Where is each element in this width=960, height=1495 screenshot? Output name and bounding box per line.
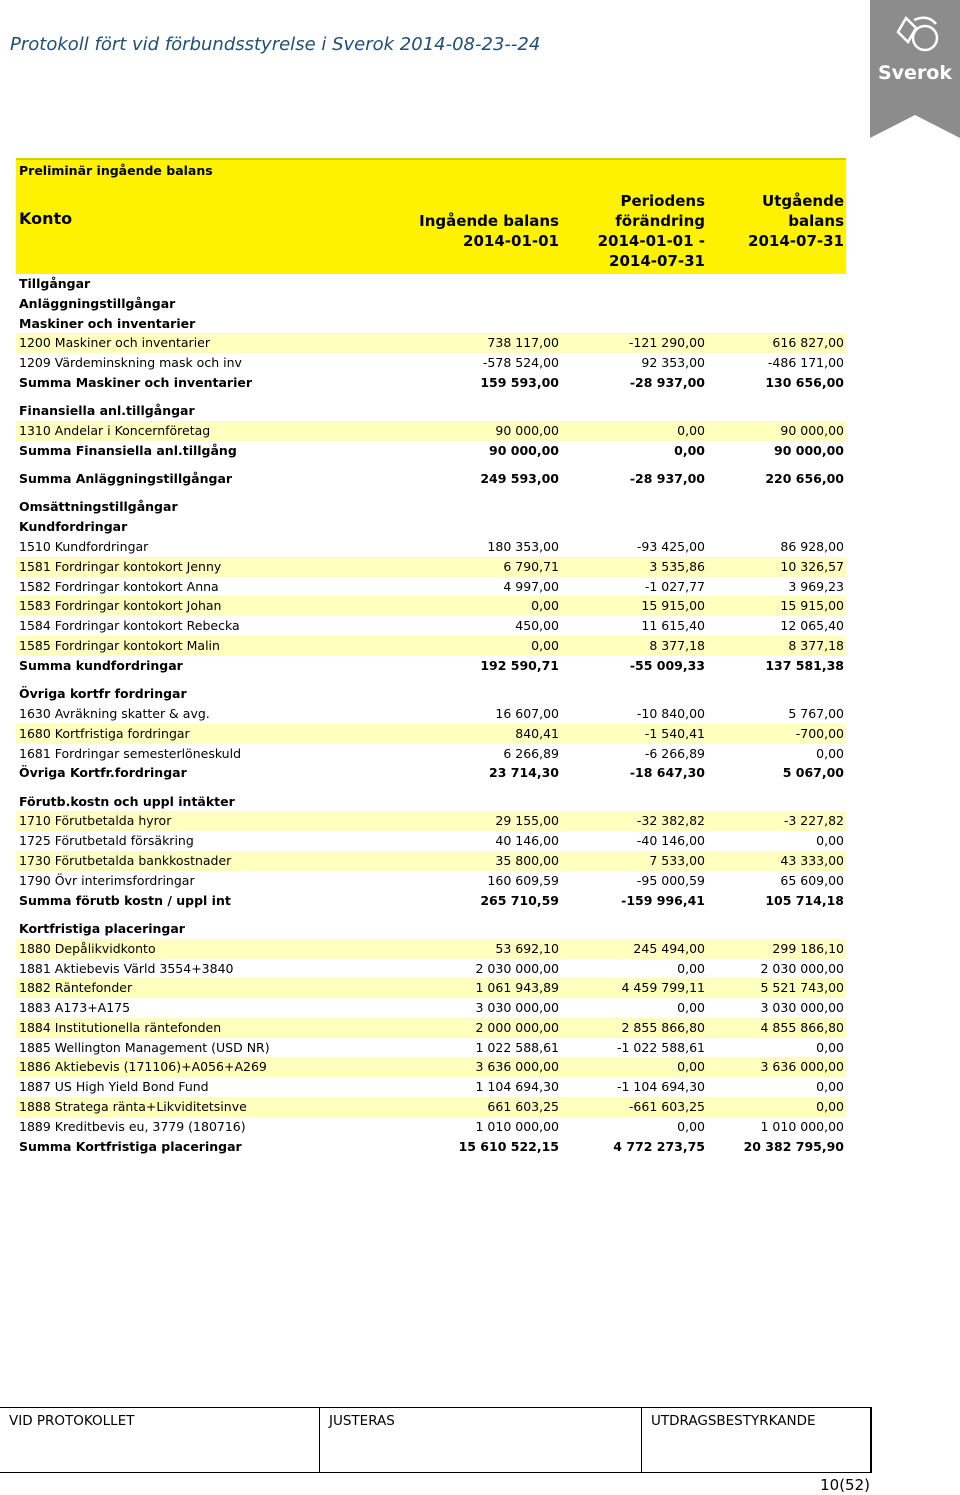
row-label: Övriga Kortfr.fordringar [19, 765, 187, 781]
closing-balance-value: 15 915,00 [780, 598, 844, 614]
opening-balance-value: 0,00 [531, 638, 559, 654]
account-row [16, 353, 846, 373]
account-row [16, 871, 846, 891]
closing-balance-value: 0,00 [816, 745, 844, 761]
row-label: Summa Maskiner och inventarier [19, 374, 253, 390]
row-label: 1680 Kortfristiga fordringar [19, 725, 190, 741]
section-heading-row [16, 684, 846, 704]
closing-balance-value: 43 333,00 [780, 853, 844, 869]
row-gap [16, 461, 846, 470]
col-period-line: förändring [615, 212, 705, 230]
row-gap [16, 676, 846, 685]
summary-row [16, 469, 846, 489]
row-gap [16, 910, 846, 919]
row-label: 1200 Maskiner och inventarier [19, 335, 211, 351]
period-change-value: -18 647,30 [629, 765, 705, 781]
period-change-value: 15 915,00 [641, 598, 705, 614]
account-row [16, 851, 846, 871]
summary-row [16, 373, 846, 393]
row-gap [16, 783, 846, 792]
document-title: Protokoll fört vid förbundsstyrelse i Sverok 2014-08-23--24 [10, 34, 541, 55]
account-row [16, 557, 846, 577]
period-change-value: 0,00 [677, 423, 705, 439]
row-label: 1585 Fordringar kontokort Malin [19, 638, 220, 654]
opening-balance-value: 3 636 000,00 [475, 1059, 559, 1075]
period-change-value: -32 382,82 [636, 813, 705, 829]
opening-balance-value: 0,00 [531, 598, 559, 614]
section-heading-row [16, 517, 846, 537]
opening-balance-value: -578 524,00 [482, 355, 559, 371]
period-change-value: -121 290,00 [628, 335, 705, 351]
period-change-value: -1 022 588,61 [616, 1039, 705, 1055]
closing-balance-value: 12 065,40 [780, 618, 844, 634]
account-row [16, 421, 846, 441]
row-label: 1581 Fordringar kontokort Jenny [19, 558, 222, 574]
opening-balance-value: 3 030 000,00 [475, 1000, 559, 1016]
account-row [16, 1077, 846, 1097]
account-row [16, 1117, 846, 1137]
row-label: Summa Kortfristiga placeringar [19, 1138, 242, 1154]
row-label: 1886 Aktiebevis (171106)+A056+A269 [19, 1059, 267, 1075]
account-row [16, 939, 846, 959]
footer-cell-adjust [320, 1408, 642, 1472]
signature-footer [0, 1407, 872, 1473]
row-label: 1887 US High Yield Bond Fund [19, 1079, 209, 1095]
konto-heading: Konto [19, 209, 73, 228]
row-label: 1583 Fordringar kontokort Johan [19, 598, 222, 614]
opening-balance-value: 1 061 943,89 [475, 980, 559, 996]
closing-balance-value: 10 326,57 [780, 558, 844, 574]
closing-balance-value: -486 171,00 [767, 355, 844, 371]
sheet-header [16, 158, 846, 274]
row-label: 1884 Institutionella räntefonden [19, 1019, 222, 1035]
closing-balance-value: 1 010 000,00 [760, 1118, 844, 1134]
period-change-value: -1 104 694,30 [616, 1079, 705, 1095]
period-change-value: 245 494,00 [633, 940, 705, 956]
summary-row [16, 1137, 846, 1157]
col-closing-line: 2014-07-31 [748, 232, 844, 250]
row-label: 1710 Förutbetalda hyror [19, 813, 172, 829]
closing-balance-value: 220 656,00 [765, 471, 844, 487]
row-label: 1510 Kundfordringar [19, 539, 149, 555]
account-row [16, 537, 846, 557]
period-change-value: -95 000,59 [636, 872, 705, 888]
closing-balance-value: 3 969,23 [788, 578, 844, 594]
row-gap [16, 393, 846, 402]
account-row [16, 998, 846, 1018]
closing-balance-value: 0,00 [816, 1079, 844, 1095]
period-change-value: 0,00 [677, 1118, 705, 1134]
closing-balance-value: 65 609,00 [780, 872, 844, 888]
closing-balance-value: 3 030 000,00 [760, 1000, 844, 1016]
period-change-value: -661 603,25 [628, 1099, 705, 1115]
row-label: Omsättningstillgångar [19, 499, 178, 515]
opening-balance-value: 4 997,00 [503, 578, 559, 594]
col-opening-balance [359, 211, 559, 251]
closing-balance-value: 20 382 795,90 [743, 1138, 844, 1154]
section-heading-row [16, 401, 846, 421]
opening-balance-value: 1 022 588,61 [475, 1039, 559, 1055]
section-heading-row [16, 497, 846, 517]
account-row [16, 831, 846, 851]
closing-balance-value: 5 067,00 [782, 765, 844, 781]
period-change-value: 8 377,18 [649, 638, 705, 654]
col-closing-balance [704, 191, 844, 251]
closing-balance-value: 130 656,00 [765, 374, 844, 390]
opening-balance-value: 738 117,00 [487, 335, 559, 351]
opening-balance-value: 29 155,00 [495, 813, 559, 829]
account-row [16, 1057, 846, 1077]
row-label: Summa förutb kostn / uppl int [19, 892, 231, 908]
opening-balance-value: 180 353,00 [487, 539, 559, 555]
balance-sheet [16, 158, 846, 1156]
section-heading-row [16, 792, 846, 812]
opening-balance-value: 1 010 000,00 [475, 1118, 559, 1134]
closing-balance-value: 2 030 000,00 [760, 960, 844, 976]
row-label: 1888 Stratega ränta+Likviditetsinve [19, 1099, 247, 1115]
footer-label: JUSTERAS [329, 1413, 395, 1429]
opening-balance-value: 249 593,00 [480, 471, 559, 487]
row-label: Finansiella anl.tillgångar [19, 403, 195, 419]
row-label: 1209 Värdeminskning mask och inv [19, 355, 242, 371]
section-heading-row [16, 274, 846, 294]
row-label: 1630 Avräkning skatter & avg. [19, 705, 210, 721]
closing-balance-value: 90 000,00 [780, 423, 844, 439]
account-row [16, 1097, 846, 1117]
period-change-value: 11 615,40 [641, 618, 705, 634]
row-label: Kortfristiga placeringar [19, 920, 185, 936]
sverok-logo [870, 0, 960, 138]
row-label: 1790 Övr interimsfordringar [19, 872, 195, 888]
account-row [16, 811, 846, 831]
opening-balance-value: 2 000 000,00 [475, 1019, 559, 1035]
opening-balance-value: 6 266,89 [503, 745, 559, 761]
opening-balance-value: 90 000,00 [495, 423, 559, 439]
period-change-value: 0,00 [677, 960, 705, 976]
row-label: Summa Finansiella anl.tillgång [19, 442, 237, 458]
opening-balance-value: 1 104 694,30 [475, 1079, 559, 1095]
summary-row [16, 763, 846, 783]
closing-balance-value: 0,00 [816, 1039, 844, 1055]
row-label: 1582 Fordringar kontokort Anna [19, 578, 219, 594]
row-label: 1880 Depålikvidkonto [19, 940, 156, 956]
account-row [16, 704, 846, 724]
closing-balance-value: 3 636 000,00 [760, 1059, 844, 1075]
account-row [16, 577, 846, 597]
closing-balance-value: 86 928,00 [780, 539, 844, 555]
page-number: 10(52) [820, 1476, 870, 1494]
row-label: 1310 Andelar i Koncernföretag [19, 423, 211, 439]
footer-cell-certify [642, 1408, 871, 1472]
row-label: Maskiner och inventarier [19, 315, 196, 331]
opening-balance-value: 6 790,71 [503, 558, 559, 574]
closing-balance-value: 8 377,18 [788, 638, 844, 654]
period-change-value: 92 353,00 [641, 355, 705, 371]
section-heading-row [16, 919, 846, 939]
account-row [16, 333, 846, 353]
opening-balance-value: 53 692,10 [495, 940, 559, 956]
footer-label: VID PROTOKOLLET [9, 1413, 135, 1429]
opening-balance-value: 23 714,30 [489, 765, 559, 781]
row-label: Tillgångar [19, 276, 91, 291]
row-label: 1885 Wellington Management (USD NR) [19, 1039, 270, 1055]
row-label: 1881 Aktiebevis Värld 3554+3840 [19, 960, 234, 976]
opening-balance-value: 16 607,00 [495, 705, 559, 721]
closing-balance-value: 616 827,00 [772, 335, 844, 351]
row-label: Summa Anläggningstillgångar [19, 471, 233, 487]
closing-balance-value: 5 767,00 [788, 705, 844, 721]
period-change-value: -159 996,41 [621, 892, 705, 908]
section-heading-row [16, 314, 846, 334]
account-row [16, 596, 846, 616]
col-period-line: 2014-07-31 [609, 252, 705, 270]
opening-balance-value: 192 590,71 [480, 657, 559, 673]
opening-balance-value: 159 593,00 [480, 374, 559, 390]
account-row [16, 1038, 846, 1058]
closing-balance-value: 5 521 743,00 [760, 980, 844, 996]
account-row [16, 724, 846, 744]
period-change-value: 3 535,86 [649, 558, 705, 574]
logo-text: Sverok [877, 62, 952, 84]
col-period-line: Periodens [620, 192, 705, 210]
row-label: 1883 A173+A175 [19, 1000, 131, 1016]
period-change-value: 0,00 [677, 1000, 705, 1016]
account-rows [16, 274, 846, 1156]
col-opening-line: Ingående balans [419, 212, 559, 230]
account-row [16, 616, 846, 636]
period-change-value: -1 540,41 [644, 725, 705, 741]
opening-balance-value: 35 800,00 [495, 853, 559, 869]
account-row [16, 959, 846, 979]
summary-row [16, 891, 846, 911]
row-label: Förutb.kostn och uppl intäkter [19, 793, 235, 809]
row-label: 1584 Fordringar kontokort Rebecka [19, 618, 240, 634]
row-label: 1681 Fordringar semesterlöneskuld [19, 745, 242, 761]
summary-row [16, 656, 846, 676]
period-change-value: -28 937,00 [629, 374, 705, 390]
closing-balance-value: 0,00 [816, 833, 844, 849]
row-gap [16, 489, 846, 498]
opening-balance-value: 661 603,25 [487, 1099, 559, 1115]
period-change-value: 2 855 866,80 [621, 1019, 705, 1035]
account-row [16, 744, 846, 764]
opening-balance-value: 160 609,59 [487, 872, 559, 888]
col-closing-line: balans [788, 212, 844, 230]
col-period-change [555, 191, 705, 271]
col-closing-line: Utgående [762, 192, 844, 210]
closing-balance-value: 90 000,00 [774, 442, 844, 458]
section-heading-row [16, 294, 846, 314]
closing-balance-value: 137 581,38 [765, 657, 844, 673]
period-change-value: -93 425,00 [636, 539, 705, 555]
period-change-value: -55 009,33 [629, 657, 705, 673]
footer-label: UTDRAGSBESTYRKANDE [651, 1413, 816, 1429]
row-label: Kundfordringar [19, 519, 128, 535]
opening-balance-value: 265 710,59 [480, 892, 559, 908]
period-change-value: 4 459 799,11 [621, 980, 705, 996]
row-label: Anläggningstillgångar [19, 295, 176, 311]
account-row [16, 1018, 846, 1038]
closing-balance-value: 4 855 866,80 [760, 1019, 844, 1035]
row-label: Summa kundfordringar [19, 657, 183, 673]
row-label: 1725 Förutbetald försäkring [19, 833, 194, 849]
period-change-value: 4 772 273,75 [613, 1138, 705, 1154]
sheet-title: Preliminär ingående balans [19, 163, 213, 178]
row-label: Övriga kortfr fordringar [19, 686, 187, 702]
opening-balance-value: 40 146,00 [495, 833, 559, 849]
footer-cell-protocol [0, 1408, 320, 1472]
row-label: 1889 Kreditbevis eu, 3779 (180716) [19, 1118, 246, 1134]
period-change-value: -28 937,00 [629, 471, 705, 487]
closing-balance-value: -3 227,82 [783, 813, 844, 829]
opening-balance-value: 15 610 522,15 [458, 1138, 559, 1154]
period-change-value: -10 840,00 [636, 705, 705, 721]
col-period-line: 2014-01-01 - [597, 232, 705, 250]
period-change-value: 0,00 [674, 442, 705, 458]
summary-row [16, 441, 846, 461]
closing-balance-value: -700,00 [795, 725, 844, 741]
closing-balance-value: 299 186,10 [772, 940, 844, 956]
period-change-value: 7 533,00 [649, 853, 705, 869]
closing-balance-value: 0,00 [816, 1099, 844, 1115]
period-change-value: -40 146,00 [636, 833, 705, 849]
period-change-value: -6 266,89 [644, 745, 705, 761]
row-label: 1730 Förutbetalda bankkostnader [19, 853, 232, 869]
col-opening-line: 2014-01-01 [463, 232, 559, 250]
closing-balance-value: 105 714,18 [765, 892, 844, 908]
opening-balance-value: 450,00 [515, 618, 559, 634]
account-row [16, 978, 846, 998]
opening-balance-value: 840,41 [515, 725, 559, 741]
row-label: 1882 Räntefonder [19, 980, 133, 996]
opening-balance-value: 90 000,00 [489, 442, 559, 458]
opening-balance-value: 2 030 000,00 [475, 960, 559, 976]
period-change-value: 0,00 [677, 1059, 705, 1075]
account-row [16, 636, 846, 656]
period-change-value: -1 027,77 [644, 578, 705, 594]
